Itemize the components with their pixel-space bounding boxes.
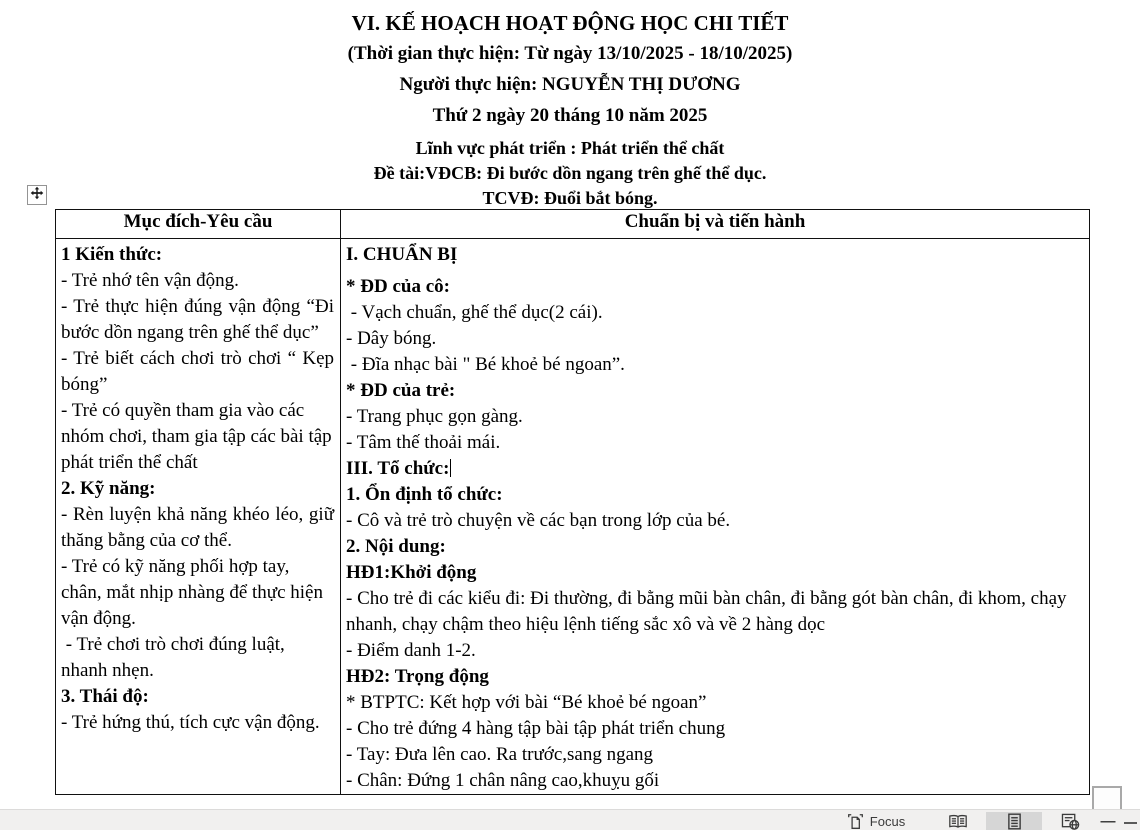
read-mode-button[interactable] bbox=[930, 812, 986, 830]
doc-title[interactable]: VI. KẾ HOẠCH HOẠT ĐỘNG HỌC CHI TIẾT bbox=[351, 11, 789, 35]
paragraph[interactable]: HĐ1:Khởi động bbox=[346, 562, 477, 583]
paragraph[interactable]: * ĐD của trẻ: bbox=[346, 380, 456, 401]
paragraph[interactable]: - Trang phục gọn gàng. bbox=[346, 406, 523, 427]
move-icon bbox=[30, 186, 44, 205]
zoom-out-icon: — bbox=[1100, 813, 1116, 830]
paragraph[interactable]: 1 Kiến thức: bbox=[61, 244, 163, 265]
paragraph[interactable]: - Đĩa nhạc bài " Bé khoẻ bé ngoan”. bbox=[346, 354, 625, 375]
zoom-out-button[interactable] bbox=[1096, 812, 1120, 830]
doc-date-line[interactable]: Thứ 2 ngày 20 tháng 10 năm 2025 bbox=[432, 105, 708, 126]
print-layout-button[interactable] bbox=[986, 812, 1042, 830]
paragraph[interactable]: - Cho trẻ đứng 4 hàng tập bài tập phát triển chung bbox=[346, 718, 726, 739]
lesson-plan-table bbox=[55, 209, 1090, 795]
doc-author-line[interactable]: Người thực hiện: NGUYỄN THỊ DƯƠNG bbox=[399, 74, 741, 95]
paragraph[interactable]: - Chân: Đứng 1 chân nâng cao,khuỵu gối bbox=[346, 770, 660, 791]
status-bar bbox=[0, 809, 1140, 830]
paragraph[interactable]: 2. Nội dung: bbox=[346, 536, 446, 557]
doc-field-line[interactable]: Lĩnh vực phát triển : Phát triển thể chất bbox=[415, 138, 725, 158]
paragraph[interactable]: - Trẻ có kỹ năng phối hợp tay, chân, mắt nhịp nhàng để thực hiện vận động. bbox=[61, 556, 328, 629]
focus-label: Focus bbox=[869, 814, 906, 829]
paragraph[interactable]: - Vạch chuẩn, ghế thể dục(2 cái). bbox=[346, 302, 603, 323]
paragraph[interactable]: HĐ2: Trọng động bbox=[346, 666, 489, 687]
paragraph[interactable]: - Cho trẻ đi các kiểu đi: Đi thường, đi bằng mũi bàn chân, đi bằng gót bàn chân, đi khom, chạy nhanh, chạy chậm theo hiệu lệnh tiếng sắc xô và về 2 hàng dọc bbox=[346, 588, 1072, 635]
paragraph[interactable]: - Điểm danh 1-2. bbox=[346, 640, 476, 661]
paragraph[interactable]: - Trẻ hứng thú, tích cực vận động. bbox=[61, 712, 320, 733]
paragraph[interactable]: I. CHUẨN BỊ bbox=[346, 244, 458, 265]
paragraph[interactable]: - Dây bóng. bbox=[346, 328, 437, 349]
paragraph[interactable]: * ĐD của cô: bbox=[346, 276, 450, 297]
paragraph[interactable]: * BTPTC: Kết hợp với bài “Bé khoẻ bé ngoan” bbox=[346, 692, 707, 713]
read-mode-icon bbox=[948, 814, 968, 829]
table-header-row bbox=[56, 210, 1090, 239]
doc-topic-line[interactable]: Đề tài:VĐCB: Đi bước dồn ngang trên ghế thể dục. bbox=[373, 163, 767, 183]
document-header bbox=[0, 8, 1140, 211]
zoom-slider[interactable] bbox=[1124, 822, 1137, 824]
focus-icon bbox=[847, 813, 864, 830]
table-header-objectives[interactable]: Mục đích-Yêu cầu bbox=[56, 210, 341, 239]
paragraph[interactable]: - Trẻ nhớ tên vận động. bbox=[61, 270, 239, 291]
web-layout-button[interactable] bbox=[1042, 812, 1098, 830]
paragraph[interactable]: 2. Kỹ năng: bbox=[61, 478, 156, 499]
focus-button[interactable] bbox=[836, 812, 916, 830]
paragraph[interactable]: - Trẻ thực hiện đúng vận động “Đi bước dồn ngang trên ghế thể dục” bbox=[61, 296, 339, 343]
table-move-handle[interactable] bbox=[27, 185, 47, 205]
scrollbar-corner[interactable] bbox=[1092, 786, 1122, 811]
paragraph[interactable]: - Trẻ chơi trò chơi đúng luật, nhanh nhẹn. bbox=[61, 634, 290, 681]
table-body-row bbox=[56, 239, 1090, 795]
preparation-cell[interactable] bbox=[341, 239, 1090, 795]
paragraph[interactable]: - Trẻ có quyền tham gia vào các nhóm chơi, tham gia tập các bài tập phát triển thể chất bbox=[61, 400, 337, 473]
doc-game-line[interactable]: TCVĐ: Đuổi bắt bóng. bbox=[482, 188, 658, 208]
paragraph[interactable]: - Tay: Đưa lên cao. Ra trước,sang ngang bbox=[346, 744, 654, 765]
paragraph[interactable]: 3. Thái độ: bbox=[61, 686, 149, 707]
paragraph[interactable]: - Rèn luyện khả năng khéo léo, giữ thăng bằng của cơ thể. bbox=[61, 504, 339, 551]
table-header-preparation[interactable]: Chuẩn bị và tiến hành bbox=[341, 210, 1090, 239]
objectives-cell[interactable] bbox=[56, 239, 341, 795]
paragraph[interactable]: 1. Ổn định tổ chức: bbox=[346, 484, 503, 505]
web-layout-icon bbox=[1061, 813, 1080, 830]
text-cursor bbox=[450, 459, 451, 477]
paragraph[interactable]: III. Tổ chức: bbox=[346, 458, 450, 479]
paragraph[interactable]: - Cô và trẻ trò chuyện về các bạn trong lớp của bé. bbox=[346, 510, 731, 531]
paragraph[interactable]: - Tâm thế thoải mái. bbox=[346, 432, 501, 453]
paragraph[interactable]: - Trẻ biết cách chơi trò chơi “ Kẹp bóng” bbox=[61, 348, 339, 395]
doc-duration-line[interactable]: (Thời gian thực hiện: Từ ngày 13/10/2025 - 18/10/2025) bbox=[347, 43, 793, 64]
print-layout-icon bbox=[1007, 813, 1022, 830]
